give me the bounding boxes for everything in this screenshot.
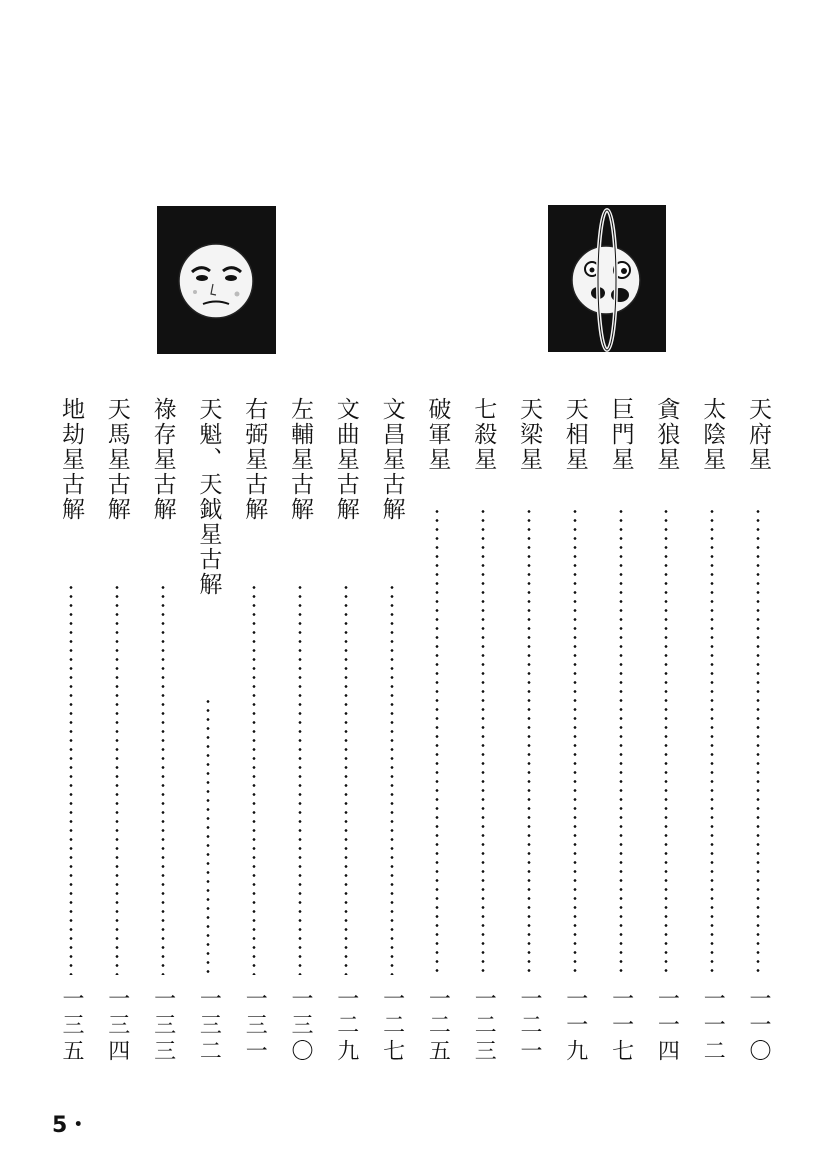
toc-entry [419, 397, 455, 1072]
toc-entry-title: 文曲星古解 [332, 397, 359, 522]
toc-entry [511, 397, 547, 1072]
toc-entry-page: 一一二 [700, 987, 726, 1065]
toc-leader-dots [573, 507, 577, 975]
moon-face-icon [157, 206, 276, 354]
toc-entry-title: 天府星 [745, 397, 771, 472]
toc-entry-title: 右弼星古解 [241, 397, 268, 522]
planet-face-illustration [548, 205, 666, 352]
toc-entry-title: 左輔星古解 [287, 397, 313, 522]
toc-entry-title: 巨門星 [607, 397, 634, 472]
toc-leader-dots [344, 583, 348, 975]
toc-entry [648, 397, 684, 1072]
toc-entry-page: 一三四 [104, 987, 130, 1065]
toc-leader-dots [206, 697, 210, 975]
toc-entry-page: 一一〇 [746, 987, 771, 1065]
page-number: 5・ [52, 1113, 90, 1138]
toc-entry [53, 397, 89, 1072]
toc-entry-page: 一二五 [425, 987, 451, 1065]
toc-leader-dots [756, 507, 760, 975]
toc-entry [740, 397, 776, 1072]
toc-entry-page: 一二三 [471, 987, 497, 1065]
toc-entry-title: 七殺星 [470, 397, 497, 472]
toc-entry-title: 祿存星古解 [149, 397, 176, 522]
toc-leader-dots [527, 507, 531, 975]
toc-leader-dots [115, 583, 119, 975]
toc-entry-page: 一三一 [242, 987, 268, 1065]
toc-entry-page: 一三五 [59, 987, 84, 1065]
toc-leader-dots [435, 507, 439, 975]
toc-entry [557, 397, 593, 1072]
toc-entry [374, 397, 410, 1072]
toc-entry-title: 地劫星古解 [58, 397, 84, 522]
toc-entry [236, 397, 272, 1072]
toc-entry-title: 太陰星 [699, 397, 726, 472]
toc-entry-title: 貪狼星 [653, 397, 680, 472]
toc-entry-page: 一一四 [654, 987, 680, 1065]
toc-entry [603, 397, 639, 1072]
toc-entry-page: 一二九 [333, 987, 359, 1065]
planet-face-icon [548, 205, 666, 352]
toc-entry-page: 一三三 [150, 987, 176, 1065]
toc-entry-page: 一一七 [608, 987, 634, 1065]
toc-leader-dots [298, 583, 302, 975]
moon-face-illustration [157, 206, 276, 354]
toc-entry [190, 397, 226, 1072]
toc-entry [694, 397, 730, 1072]
toc-entry [99, 397, 135, 1072]
toc-leader-dots [481, 507, 485, 975]
toc-leader-dots [69, 583, 73, 975]
toc-entry-page: 一二七 [379, 987, 405, 1065]
toc-entry-page: 一三〇 [288, 987, 313, 1065]
toc-entry [465, 397, 501, 1072]
toc-entry-page: 一一九 [562, 987, 588, 1065]
toc-leader-dots [619, 507, 623, 975]
toc-entry-title: 破軍星 [424, 397, 451, 472]
toc-entry [328, 397, 364, 1072]
toc-entry-title: 天馬星古解 [103, 397, 130, 522]
toc-entry-title: 天梁星 [516, 397, 542, 472]
toc-entry [145, 397, 181, 1072]
toc-leader-dots [390, 583, 394, 975]
toc-entry-title: 天相星 [561, 397, 588, 472]
toc-entry-title: 文昌星古解 [378, 397, 405, 522]
toc-entry-title: 天魁、天鉞星古解 [195, 397, 222, 597]
toc-entry-page: 一二一 [517, 987, 542, 1065]
toc-leader-dots [161, 583, 165, 975]
toc-leader-dots [710, 507, 714, 975]
toc-leader-dots [252, 583, 256, 975]
toc-entry [282, 397, 318, 1072]
toc-leader-dots [664, 507, 668, 975]
toc-entry-page: 一三二 [196, 987, 222, 1065]
